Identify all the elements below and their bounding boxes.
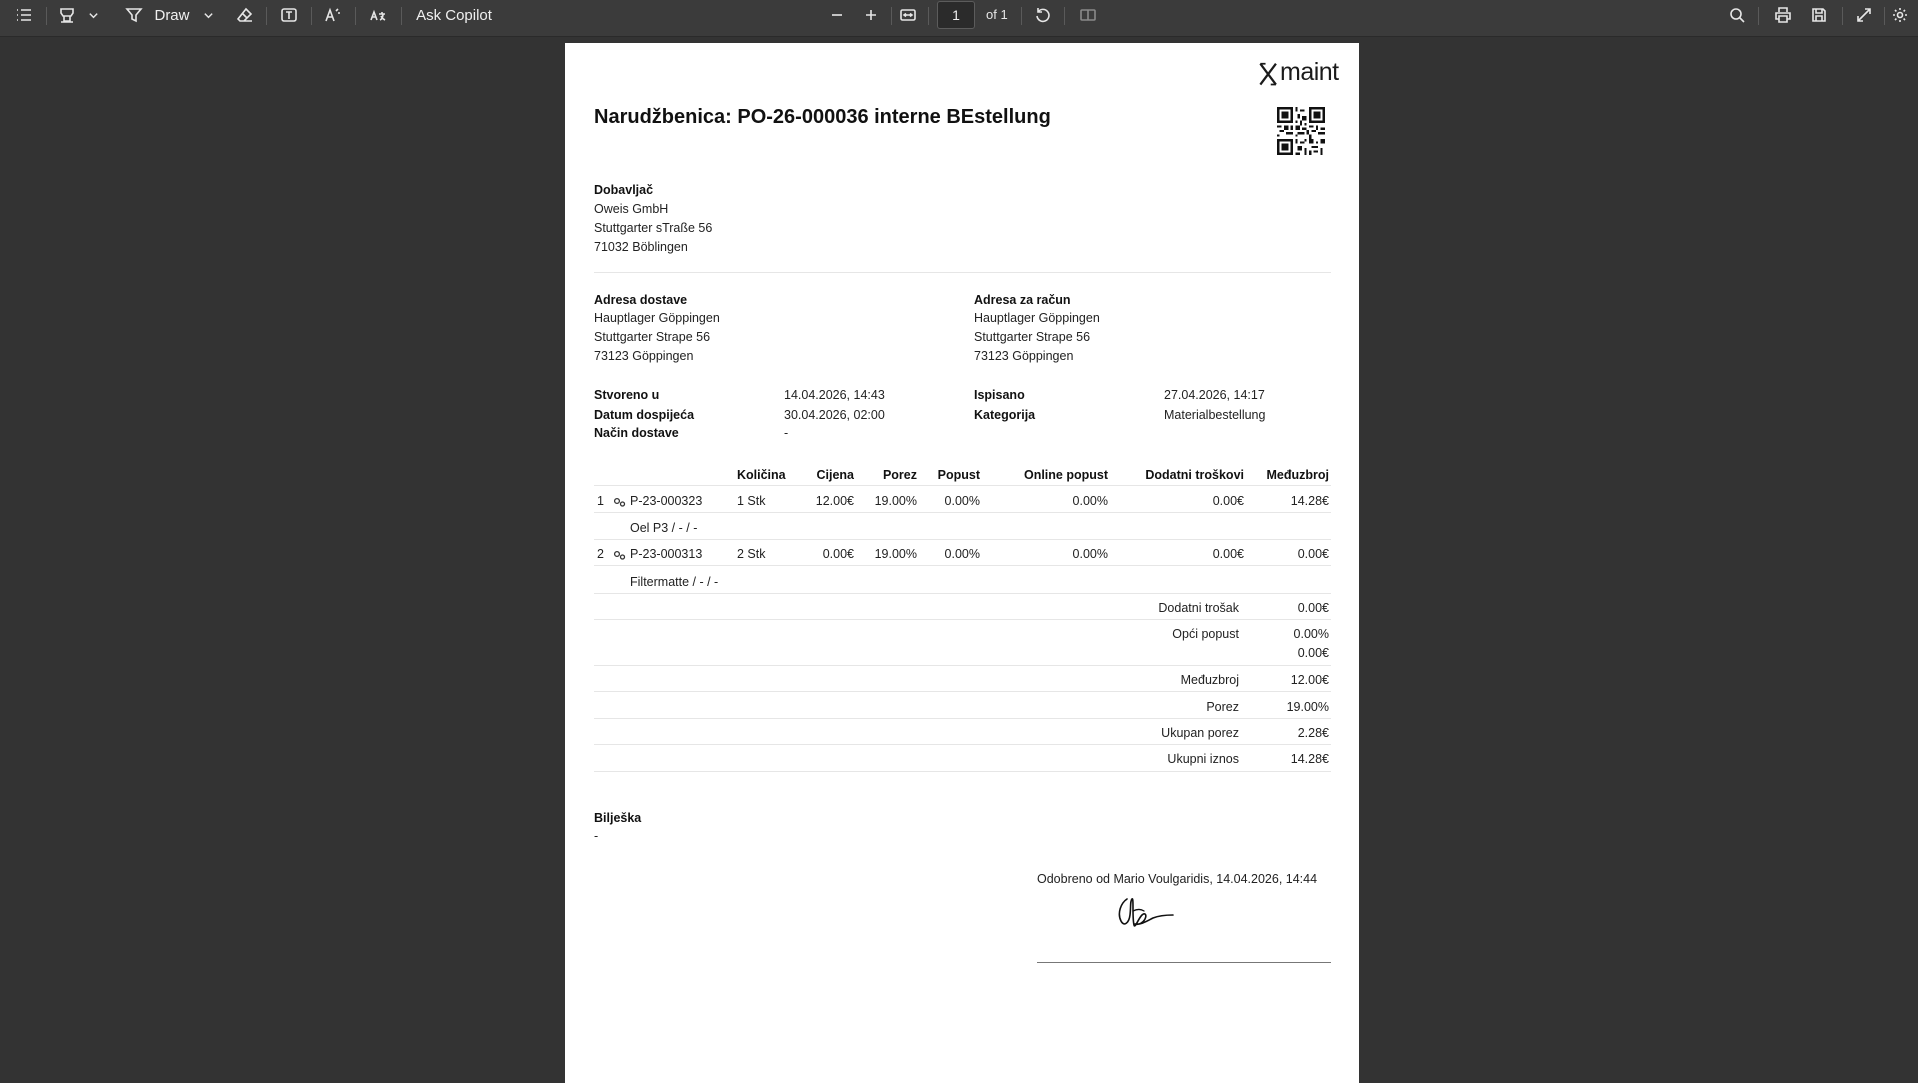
note-value: -	[594, 829, 599, 843]
draw-options-button[interactable]	[201, 0, 215, 30]
quantity: 2 Stk	[737, 547, 766, 561]
logo-mark-icon	[1258, 62, 1280, 88]
draw-button[interactable]	[152, 0, 192, 30]
logo-text: maint	[1280, 58, 1339, 86]
tax-label: Porez	[1206, 700, 1239, 714]
additional-cost-value: 0.00€	[1297, 601, 1329, 615]
two-page-icon	[1079, 6, 1097, 24]
ask-copilot-button[interactable]	[412, 0, 496, 30]
add-text-button[interactable]	[278, 0, 300, 30]
additional-cost-label: Dodatni trošak	[1158, 601, 1239, 615]
save-icon	[1810, 6, 1828, 24]
text-box-icon	[280, 6, 298, 24]
discount: 0.00%	[944, 547, 980, 561]
billing-address-line: 73123 Göppingen	[974, 349, 1074, 363]
page-number-input[interactable]	[937, 1, 975, 29]
supplier-line: 71032 Böblingen	[594, 240, 688, 254]
highlight-options-button[interactable]	[86, 0, 100, 30]
delivery-address-line: 73123 Göppingen	[594, 349, 694, 363]
subtotal-value: 12.00€	[1290, 673, 1329, 687]
divider	[594, 565, 1331, 566]
divider	[594, 272, 1331, 273]
translate-button[interactable]	[366, 0, 390, 30]
general-discount-label: Opći popust	[1172, 627, 1239, 641]
tax: 19.00%	[874, 494, 917, 508]
divider	[594, 718, 1331, 719]
document-title: Narudžbenica: PO-26-000036 interne BEstellung	[594, 106, 1051, 128]
draw-label: Draw	[154, 6, 190, 24]
billing-address-line: Stuttgarter Strape 56	[974, 330, 1091, 344]
divider	[594, 665, 1331, 666]
translate-icon	[369, 6, 387, 24]
subtotal: 14.28€	[1290, 494, 1329, 508]
category-value: Materialbestellung	[1164, 408, 1266, 422]
read-aloud-button[interactable]	[322, 0, 344, 30]
additional-costs: 0.00€	[1212, 547, 1244, 561]
general-discount-percent: 0.00%	[1293, 627, 1329, 641]
divider	[594, 691, 1331, 692]
document-page	[565, 43, 1359, 1083]
supplier-label: Dobavljač	[594, 183, 654, 197]
minus-icon	[828, 6, 846, 24]
divider	[594, 619, 1331, 620]
due-date-value: 30.04.2026, 02:00	[784, 408, 885, 422]
column-header: Porez	[882, 468, 917, 482]
delivery-method-value: -	[784, 426, 789, 440]
highlighter-icon	[58, 6, 76, 24]
additional-costs: 0.00€	[1212, 494, 1244, 508]
delivery-address-line: Hauptlager Göppingen	[594, 311, 720, 325]
price: 0.00€	[822, 547, 854, 561]
printed-label: Ispisano	[974, 388, 1025, 402]
subtotal-label: Međuzbroj	[1180, 673, 1239, 687]
supplier-line: Stuttgarter sTraße 56	[594, 221, 713, 235]
pen-icon	[125, 6, 143, 24]
column-header: Cijena	[816, 468, 854, 482]
part-icon	[613, 550, 626, 560]
delivery-method-label: Način dostave	[594, 426, 679, 440]
contents-button[interactable]	[13, 0, 35, 30]
fit-width-icon	[899, 6, 917, 24]
divider	[594, 771, 1331, 772]
eraser-icon	[236, 6, 254, 24]
divider	[594, 485, 1331, 486]
created-label: Stvoreno u	[594, 388, 660, 402]
total-tax-value: 2.28€	[1297, 726, 1329, 740]
divider	[594, 593, 1331, 594]
save-button[interactable]	[1808, 0, 1830, 30]
highlight-button[interactable]	[56, 0, 78, 30]
erase-button[interactable]	[234, 0, 256, 30]
billing-address-line: Hauptlager Göppingen	[974, 311, 1100, 325]
tax-value: 19.00%	[1286, 700, 1329, 714]
part-number: P-23-000313	[630, 547, 703, 561]
supplier-line: Oweis GmbH	[594, 202, 669, 216]
printer-icon	[1774, 6, 1792, 24]
divider	[594, 512, 1331, 513]
expand-icon	[1855, 6, 1873, 24]
tax: 19.00%	[874, 547, 917, 561]
quantity: 1 Stk	[737, 494, 766, 508]
rotate-button[interactable]	[1032, 0, 1054, 30]
divider	[594, 744, 1331, 745]
rotate-icon	[1034, 6, 1052, 24]
total-amount-label: Ukupni iznos	[1167, 752, 1239, 766]
page-count: of 1	[986, 7, 1008, 22]
row-number: 2	[597, 547, 604, 561]
qr-code	[1277, 107, 1325, 155]
total-tax-label: Ukupan porez	[1161, 726, 1239, 740]
fit-width-button[interactable]	[896, 0, 920, 30]
search-button[interactable]	[1726, 0, 1748, 30]
signature	[1113, 891, 1185, 935]
fullscreen-button[interactable]	[1853, 0, 1875, 30]
created-value: 14.04.2026, 14:43	[784, 388, 885, 402]
column-header: Online popust	[1023, 468, 1108, 482]
ask-copilot-label: Ask Copilot	[416, 6, 492, 24]
settings-button[interactable]	[1889, 0, 1911, 30]
page-view-button[interactable]	[1076, 0, 1100, 30]
online-discount: 0.00%	[1072, 494, 1108, 508]
column-header: Dodatni troškovi	[1145, 468, 1244, 482]
list-icon	[15, 6, 33, 24]
chevron-down-icon	[203, 10, 214, 21]
column-header: Međuzbroj	[1266, 468, 1329, 482]
signature-line	[1037, 962, 1331, 963]
print-button[interactable]	[1772, 0, 1794, 30]
pdf-toolbar	[0, 0, 1918, 37]
column-header: Količina	[737, 468, 786, 482]
billing-address-label: Adresa za račun	[974, 293, 1071, 307]
total-amount-value: 14.28€	[1290, 752, 1329, 766]
company-logo	[1258, 58, 1344, 88]
price: 12.00€	[815, 494, 854, 508]
divider	[594, 539, 1331, 540]
search-icon	[1728, 6, 1746, 24]
chevron-down-icon	[88, 10, 99, 21]
delivery-address-line: Stuttgarter Strape 56	[594, 330, 711, 344]
plus-icon	[862, 6, 880, 24]
part-description: Filtermatte / - / -	[630, 575, 719, 589]
subtotal: 0.00€	[1297, 547, 1329, 561]
part-description: Oel P3 / - / -	[630, 521, 698, 535]
zoom-in-button[interactable]	[860, 0, 882, 30]
zoom-out-button[interactable]	[826, 0, 848, 30]
printed-value: 27.04.2026, 14:17	[1164, 388, 1265, 402]
discount: 0.00%	[944, 494, 980, 508]
category-label: Kategorija	[974, 408, 1036, 422]
online-discount: 0.00%	[1072, 547, 1108, 561]
gear-icon	[1891, 6, 1909, 24]
note-label: Bilješka	[594, 811, 642, 825]
delivery-address-label: Adresa dostave	[594, 293, 688, 307]
due-date-label: Datum dospijeća	[594, 408, 695, 422]
part-icon	[613, 497, 626, 507]
draw-icon-button[interactable]	[123, 0, 145, 30]
approval-text: Odobreno od Mario Voulgaridis, 14.04.2026, 14:44	[1037, 872, 1318, 886]
part-number: P-23-000323	[630, 494, 703, 508]
read-aloud-icon	[324, 6, 342, 24]
column-header: Popust	[937, 468, 980, 482]
general-discount-amount: 0.00€	[1297, 646, 1329, 660]
row-number: 1	[597, 494, 604, 508]
